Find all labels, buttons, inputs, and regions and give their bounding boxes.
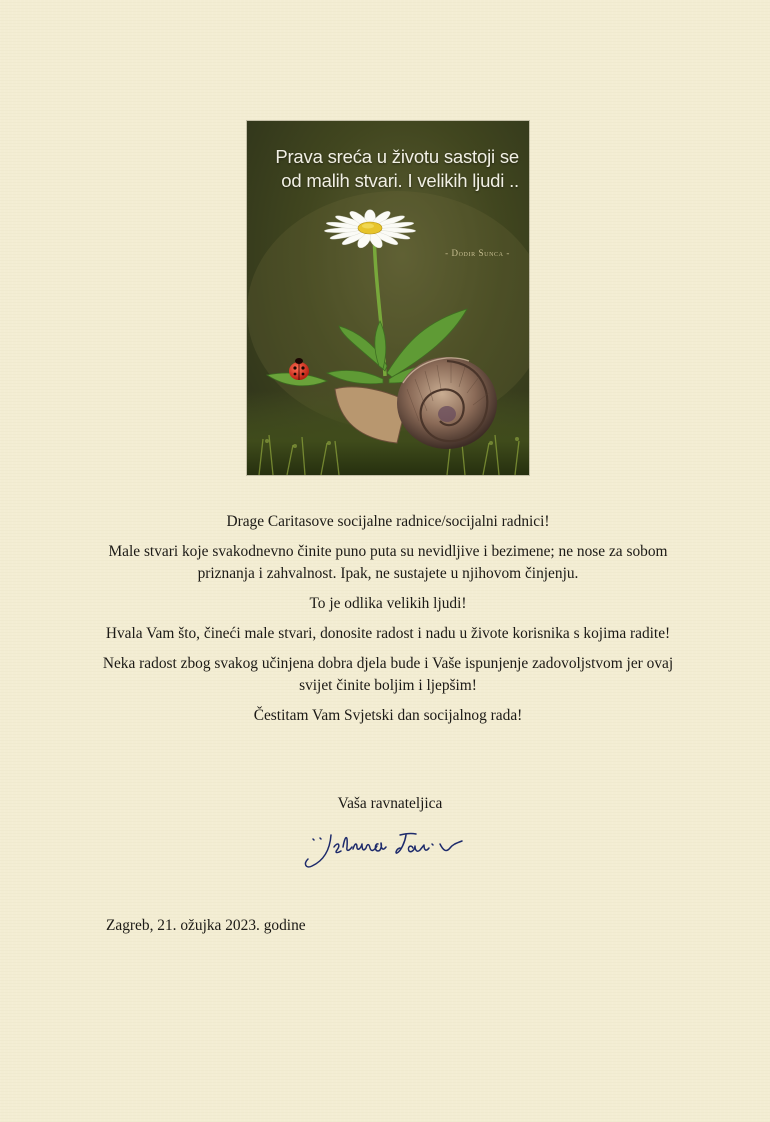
letter-paragraph-1: Male stvari koje svakodnevno činite puno puta su nevidljive i bezimene; ne nose za sobom priznanja i zahvalnost. Ipak, ne sustajete u njihovom činjenju.	[108, 543, 668, 582]
snail-shell-icon	[397, 357, 497, 449]
card-quote-line-1: Prava sreća u životu sastoji se	[275, 146, 519, 167]
letter-body	[100, 511, 676, 735]
letter-greeting: Drage Caritasove socijalne radnice/socijalni radnici!	[226, 513, 550, 530]
letter-paragraph-4: Neka radost zbog svakog učinjena dobra djela bude i Vaše ispunjenje zadovoljstvom jer ovaj svijet činite boljim i ljepšim!	[102, 655, 674, 694]
letter-signoff: Vaša ravnateljica	[337, 795, 443, 812]
card-quote-line-2: od malih stvari. I velikih ljudi ..	[281, 170, 519, 191]
letter-paragraph-3: Hvala Vam što, čineći male stvari, donosite radost i nadu u živote korisnika s kojima radite!	[105, 625, 671, 642]
card-brand-label: - Dodir Sunca -	[445, 248, 510, 258]
letter-paragraph-5: Čestitam Vam Svjetski dan socijalnog rada!	[253, 707, 523, 724]
place-and-date: Zagreb, 21. ožujka 2023. godine	[106, 917, 306, 934]
card-quote	[257, 145, 519, 193]
letter-paragraph-2: To je odlika velikih ljudi!	[309, 595, 467, 612]
handwritten-signature	[300, 826, 480, 876]
greeting-card-image	[247, 121, 529, 475]
